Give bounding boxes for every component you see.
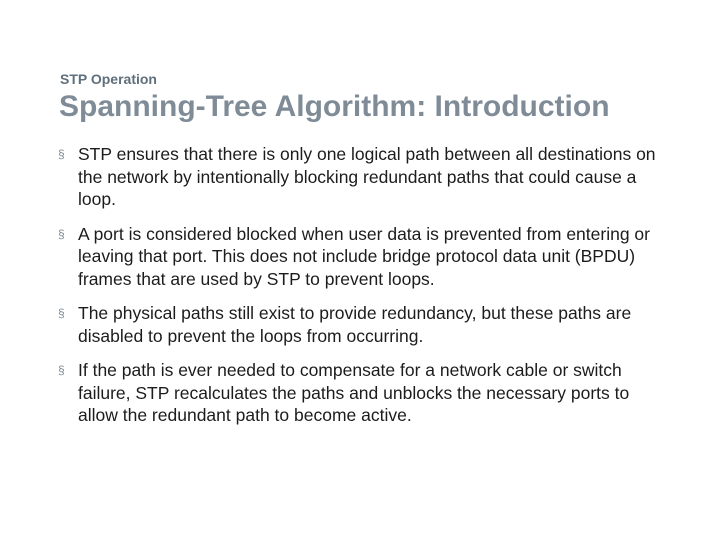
slide-title: Spanning-Tree Algorithm: Introduction (59, 90, 610, 123)
bullet-marker-icon: § (58, 226, 65, 241)
bullet-item (58, 359, 658, 427)
bullet-item (58, 302, 658, 347)
bullet-marker-icon: § (58, 363, 65, 377)
bullet-list (58, 143, 658, 439)
bullet-text: The physical paths still exist to provide redundancy, but these paths are disabled to prevent the loops from occurring. (78, 303, 632, 346)
bullet-item (58, 223, 658, 291)
bullet-marker-icon: § (58, 306, 65, 320)
bullet-marker-icon: § (58, 147, 65, 161)
bullet-item (58, 143, 658, 211)
bullet-text: STP ensures that there is only one logical path between all destinations on the network by intentionally blocking redundant paths that could cause a loop. (78, 144, 656, 209)
bullet-text: If the path is ever needed to compensate for a network cable or switch failure, STP recalculates the paths and unblocks the necessary ports to allow the redundant path to become active. (78, 360, 630, 425)
section-label: STP Operation (60, 71, 157, 87)
bullet-text: A port is considered blocked when user data is prevented from entering or leaving that port. This does not include bridge protocol data unit (BPDU) frames that are used by STP to prevent loops. (78, 223, 650, 289)
